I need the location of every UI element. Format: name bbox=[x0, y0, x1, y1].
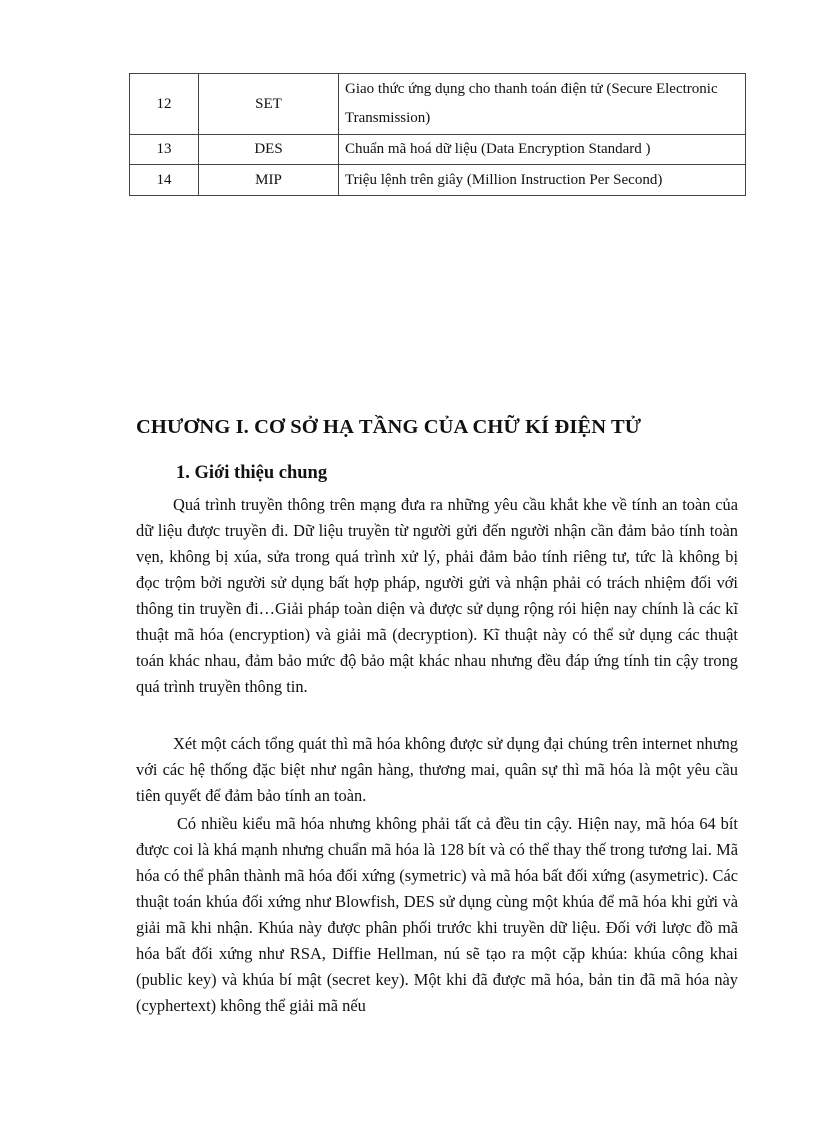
chapter-title: CHƯƠNG I. CƠ SỞ HẠ TẦNG CỦA CHỮ KÍ ĐIỆN TỬ bbox=[136, 416, 642, 438]
table-row bbox=[130, 74, 746, 135]
abbreviation-cell: SET bbox=[199, 74, 339, 135]
description-cell: Chuẩn mã hoá dữ liệu (Data Encryption Standard ) bbox=[339, 135, 746, 165]
body-paragraph: Có nhiều kiểu mã hóa nhưng không phải tất cả đều tin cậy. Hiện nay, mã hóa 64 bít được coi là khá mạnh nhưng chuẩn mã hóa là 128 bít và có thể thay thế trong tương lai. Mã hóa có thể phân thành mã hóa đối xứng (symetric) và mã hóa bất đối xứng (asymetric). Các thuật toán khúa đối xứng như Blowfish, DES sử dụng cùng một khúa để mã hóa khi gửi và giải mã khi nhận. Khúa này được phân phối trước khi truyền dữ liệu. Đối với lược đồ mã hóa bất đối xứng như RSA, Diffie Hellman, nú sẽ tạo ra một cặp khúa: khúa công khai (public key) và khúa bí mật (secret key). Một khi đã được mã hóa, bản tin đã mã hóa này (cyphertext) không thể giải mã nếu bbox=[136, 814, 738, 1015]
row-number-cell: 14 bbox=[130, 165, 199, 196]
section-title: 1. Giới thiệu chung bbox=[176, 463, 328, 483]
body-paragraph: Quá trình truyền thông trên mạng đưa ra những yêu cầu khắt khe về tính an toàn của dữ liệu được truyền đi. Dữ liệu truyền từ người gửi đến người nhận cần đảm bảo tính toàn vẹn, không bị xúa, sửa trong quá trình xử lý, phải đảm bảo tính riêng tư, tức là không bị đọc trộm bởi người sử dụng bất hợp pháp, người gửi và nhận phải có trách nhiệm đối với thông tin truyền đi…Giải pháp toàn diện và được sử dụng rộng rói hiện nay chính là các kĩ thuật mã hóa (encryption) và giải mã (decryption). Kĩ thuật này có thể sử dụng các thuật toán khác nhau, đảm bảo mức độ bảo mật khác nhau nhưng đều đáp ứng tính tin cậy trong quá trình truyền thông tin. bbox=[136, 495, 738, 696]
table-row bbox=[130, 135, 746, 165]
acronym-table bbox=[129, 73, 746, 196]
abbreviation-cell: MIP bbox=[199, 165, 339, 196]
description-cell: Triệu lệnh trên giây (Million Instruction Per Second) bbox=[339, 165, 746, 196]
table-row bbox=[130, 165, 746, 196]
row-number-cell: 13 bbox=[130, 135, 199, 165]
row-number-cell: 12 bbox=[130, 74, 199, 135]
abbreviation-cell: DES bbox=[199, 135, 339, 165]
body-paragraph: Xét một cách tổng quát thì mã hóa không được sử dụng đại chúng trên internet nhưng với các hệ thống đặc biệt như ngân hàng, thương mai, quân sự thì mã hóa là một yêu cầu tiên quyết để đảm bảo tính an toàn. bbox=[136, 734, 738, 805]
description-cell: Giao thức ứng dụng cho thanh toán điện tử (Secure Electronic Transmission) bbox=[339, 74, 746, 135]
